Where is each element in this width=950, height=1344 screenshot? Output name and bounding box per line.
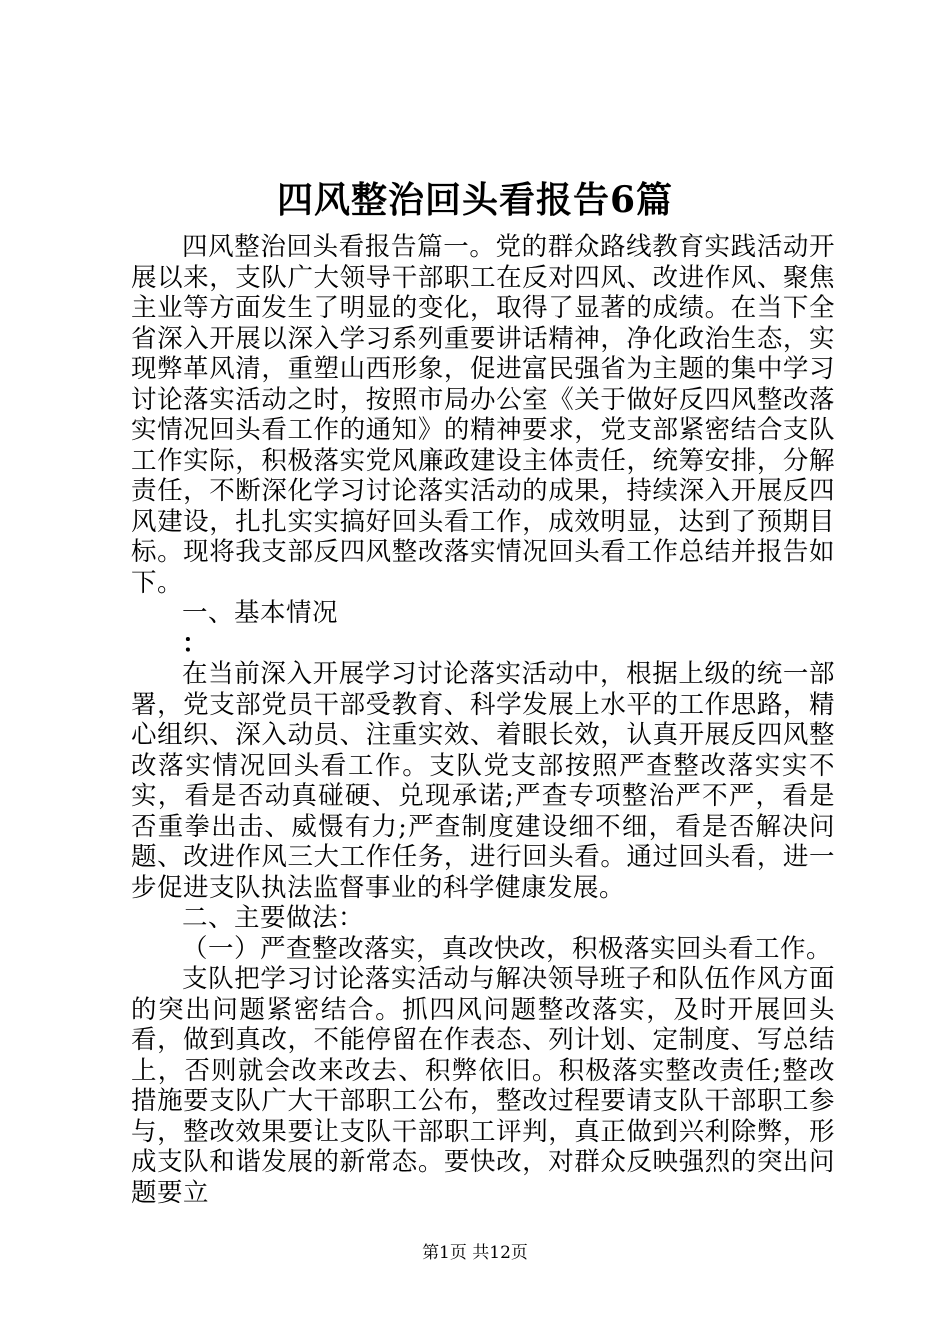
section-heading-methods: 二、主要做法： (182, 903, 365, 933)
document-body (131, 232, 835, 1208)
paragraph-basic-situation: 在当前深入开展学习讨论落实活动中，根据上级的统一部署，党支部党员干部受教育、科学发展上水平的工作思路，精心组织、深入动员、注重实效、着眼长效，认真开展反四风整改落实情况回头看工作。支队党支部按照严查整改落实实不实，看是否动真碰硬、兑现承诺;严查专项整治严不严，看是否重拳出击、威慑有力;严查制度建设细不细，看是否解决问题、改进作风三大工作任务，进行回头看。通过回头看，进一步促进支队执法监督事业的科学健康发展。 (131, 659, 835, 903)
paragraph-methods: 支队把学习讨论落实活动与解决领导班子和队伍作风方面的突出问题紧密结合。抓四风问题整改落实，及时开展回头看，做到真改，不能停留在作表态、列计划、定制度、写总结上，否则就会改来改去、积弊依旧。积极落实整改责任;整改措施要支队广大干部职工公布，整改过程要请支队干部职工参与，整改效果要让支队干部职工评判，真正做到兴利除弊，形成支队和谐发展的新常态。要快改，对群众反映强烈的突出问题要立 (131, 964, 835, 1208)
subsection-heading-1: （一）严查整改落实，真改快改，积极落实回头看工作。 (182, 933, 833, 964)
section-heading-basic: 一、基本情况 (182, 598, 339, 628)
page-footer: 第1页 共12页 (422, 1243, 528, 1263)
colon-line: ： (182, 628, 209, 659)
paragraph-intro: 四风整治回头看报告篇一。党的群众路线教育实践活动开展以来，支队广大领导干部职工在反对四风、改进作风、聚焦主业等方面发生了明显的变化，取得了显著的成绩。在当下全省深入开展以深入学习系列重要讲话精神，净化政治生态，实现弊革风清，重塑山西形象，促进富民强省为主题的集中学习讨论落实活动之时，按照市局办公室《关于做好反四风整改落实情况回头看工作的通知》的精神要求，党支部紧密结合支队工作实际，积极落实党风廉政建设主体责任，统筹安排，分解责任，不断深化学习讨论落实活动的成果，持续深入开展反四风建设，扎扎实实搞好回头看工作，成效明显，达到了预期目标。现将我支部反四风整改落实情况回头看工作总结并报告如下。 (131, 232, 835, 598)
document-title: 四风整治回头看报告6篇 (276, 179, 674, 221)
